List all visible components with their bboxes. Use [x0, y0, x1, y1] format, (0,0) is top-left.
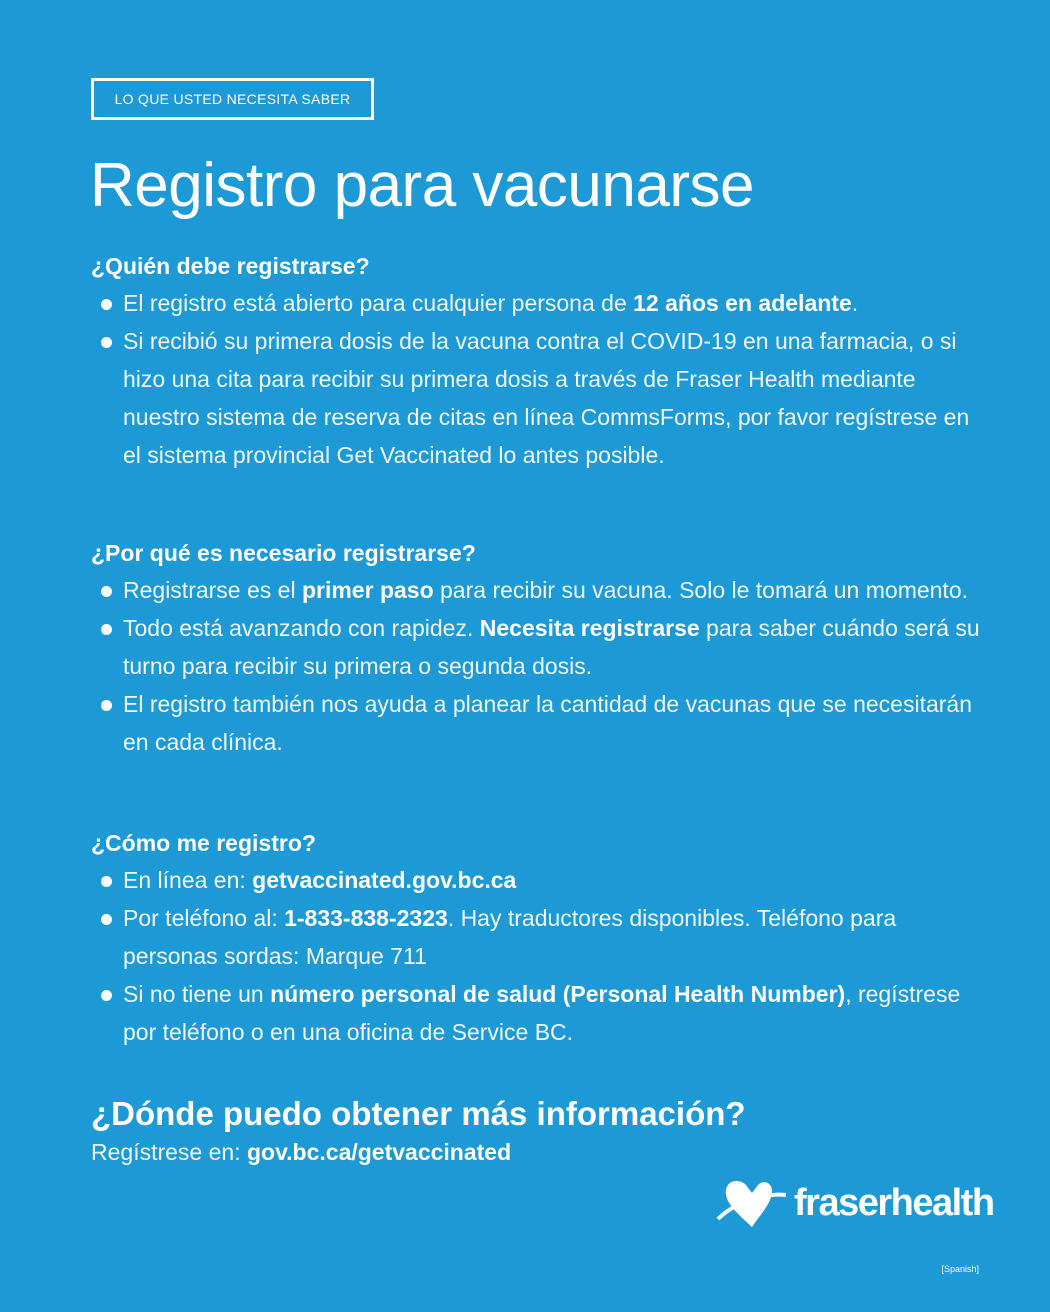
page-title: Registro para vacunarse: [90, 151, 754, 220]
list-item: Si no tiene un número personal de salud (Personal Health Number), regístrese por teléfono o en una oficina de Service BC.: [91, 975, 991, 1051]
phone-number[interactable]: 1-833-838-2323: [284, 905, 448, 931]
section-how: [91, 830, 991, 1051]
section-heading: ¿Por qué es necesario registrarse?: [91, 540, 476, 566]
list-item: En línea en: getvaccinated.gov.bc.ca: [91, 861, 991, 899]
language-label: [Spanish]: [941, 1264, 979, 1274]
section-heading: ¿Quién debe registrarse?: [91, 253, 370, 279]
list-item: Por teléfono al: 1-833-838-2323. Hay traductores disponibles. Teléfono para personas sordas: Marque 711: [91, 899, 991, 975]
list-item: El registro también nos ayuda a planear la cantidad de vacunas que se necesitarán en cada clínica.: [91, 685, 991, 761]
website-link[interactable]: getvaccinated.gov.bc.ca: [252, 867, 517, 893]
list-item: Registrarse es el primer paso para recibir su vacuna. Solo le tomará un momento.: [91, 571, 991, 609]
more-info-link[interactable]: gov.bc.ca/getvaccinated: [246, 1139, 512, 1165]
section-who: [91, 253, 991, 474]
section-tag: LO QUE USTED NECESITA SABER: [91, 78, 374, 120]
section-why: [91, 540, 991, 761]
list-item: El registro está abierto para cualquier persona de 12 años en adelante.: [91, 284, 991, 322]
fraser-health-logo: fraserhealth: [716, 1175, 994, 1231]
list-item: Todo está avanzando con rapidez. Necesita registrarse para saber cuándo será su turno para recibir su primera o segunda dosis.: [91, 609, 991, 685]
list-item: Si recibió su primera dosis de la vacuna contra el COVID-19 en una farmacia, o si hizo una cita para recibir su primera dosis a través de Fraser Health mediante nuestro sistema de reserva de citas en línea CommsForms, por favor regístrese en el sistema provincial Get Vaccinated lo antes posible.: [91, 322, 991, 474]
more-info-heading: ¿Dónde puedo obtener más información?: [91, 1095, 746, 1132]
more-info: ¿Dónde puedo obtener más información? Regístrese en: gov.bc.ca/getvaccinated: [91, 1095, 746, 1165]
section-heading: ¿Cómo me registro?: [91, 830, 316, 856]
heart-logo-icon: [716, 1175, 788, 1231]
